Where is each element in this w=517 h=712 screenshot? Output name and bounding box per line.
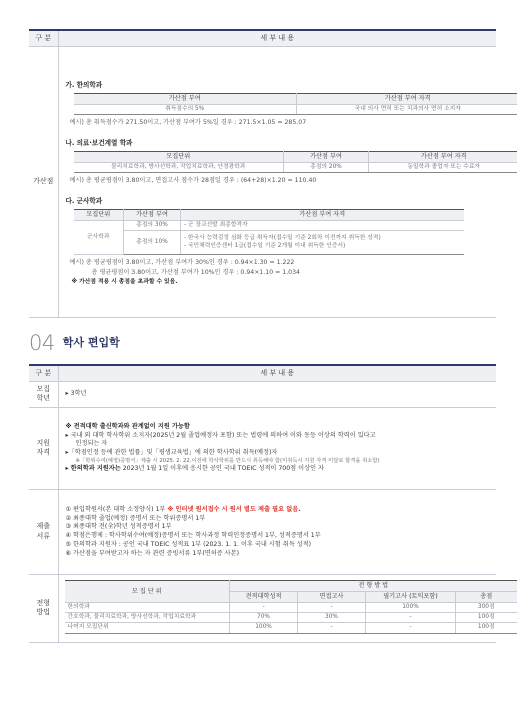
col-unit: 모집단위 [74,152,284,163]
label-line: 제출 [36,522,51,531]
section-title: 학사 편입학 [62,336,120,350]
documents-row [29,489,496,574]
cell-qualification: 동일학과 졸업자 또는 수료자 [369,163,517,173]
col-bonus: 가산점 부여 [284,152,369,163]
method-label [29,574,58,642]
cell-value: 100% [366,602,456,612]
doc-5: ⑤ 한의학과 지원자 : 공인 국내 TOEIC 성적표 1부 (2023. 1. 1. 이후 국내 시험 취득 성적) [65,540,312,548]
col-written: 필기고사 (토익포함) [366,592,456,603]
header-category: 구 분 [29,30,58,46]
bonus-points-table [29,29,496,318]
col-total: 총점 [456,592,517,603]
doc-2: ② 최종대학 졸업(예정) 증명서 또는 학위증명서 1부 [65,514,206,522]
qualification-label [29,407,58,489]
qualification-content [58,407,496,489]
col-group: 전 형 방 법 [230,581,517,592]
col-unit: 모집단위 [74,210,124,221]
table-row [74,220,464,230]
method-content [58,574,496,642]
table-row [65,623,517,633]
cell-bonus: 총점의 10% [124,231,181,255]
military-table [74,209,464,255]
doc-1-red: ※ 인터넷 원서접수 시 원서 별도 제출 필요 없음. [167,505,301,513]
doc-3: ③ 최종대학 전(全)학년 성적증명서 1부 [65,523,172,531]
military-example-1: 예시) 총 평균평점이 3.80이고, 가산점 부여가 30%인 경우 : 0.94×1.30 = 1.222 [69,259,295,267]
qual-line-3 [66,465,490,473]
table-row [74,163,517,173]
method-row [29,574,496,642]
qual-line-3-rest: 2023년 1월 1일 이후에 응시한 공인 국내 TOEIC 성적이 700점 이상인 자 [120,465,324,473]
documents-content [58,489,496,574]
table-header-row [29,365,496,381]
cell-qualification [181,231,464,255]
health-block [66,139,490,185]
col-bonus: 가산점 부여 [124,210,181,221]
label-line: 지원 [36,438,51,447]
col-interview: 면접고사 [298,592,366,603]
cell-bonus: 총점의 20% [284,163,369,173]
qual-line: - 국민체력인증센터 1급(접수일 기준 2개월 이내 취득한 인증서) [184,242,346,249]
oriental-medicine-table [74,93,517,115]
col-qualification: 가산점 부여 자격 [297,94,517,105]
qual-line-2: ▸「학점인정 등에 관한 법률」및「평생교육법」에 의한 학사학위 취득(예정)자 [65,449,278,457]
qual-line: - 한국사 능력검정 심화 등급 취득자(접수일 기준 2회차 이전까지 취득한 성적) [184,235,381,242]
cell-bonus: 총점의 30% [124,220,181,230]
bonus-label: 가산점 [29,46,58,317]
cell-value: - [298,602,366,612]
label-line: 방법 [36,608,51,616]
cell-bonus: 취득점수의 5% [74,105,297,115]
qual-line-3-bold: ▸ 한의학과 지원자는 [65,465,121,473]
cell-value: 100% [230,623,298,633]
qualification-row [29,407,496,489]
col-qualification: 가산점 부여 자격 [369,152,517,163]
col-prev-grades: 전적대학성적 [230,592,298,603]
cell-unit: 간호학과, 물리치료학과, 방사선학과, 작업치료학과 [65,613,230,623]
cell-value: 70% [230,613,298,623]
doc-1-text: ① 편입학원서(본 대학 소정양식) 1부 [65,505,168,513]
cell-unit: 한의학과 [65,602,230,612]
cell-qualification: 국내 의사 면허 또는 치과의사 면허 소지자 [297,105,517,115]
section-heading [29,331,120,355]
table-header-row [29,30,496,46]
table-row [65,613,517,623]
health-example: 예시) 총 평균평점이 3.80이고, 면접고사 점수가 28점일 경우 : (64+28)×1.20 = 110.40 [69,177,317,185]
military-note: ※ 가산점 적용 시 총점을 초과할 수 있음. [71,278,178,285]
military-example-2: 총 평균평점이 3.80이고, 가산점 부여가 10%인 경우 : 0.94×1.10 = 1.034 [91,268,300,276]
cell-value: - [230,602,298,612]
grade-value: ▸ 3학년 [58,381,496,407]
bonus-row [29,46,496,317]
table-row [74,231,464,255]
header-details: 세 부 내 용 [58,30,496,46]
label-line: 서류 [36,531,51,540]
doc-1 [66,506,490,514]
qual-line-1: ▸ 국내 외 대학 학사학위 소지자(2025년 2월 졸업예정자 포함) 또는 법령에 의하여 이와 동등 이상의 학력이 있다고 [65,431,376,439]
cell-unit: 군사학과 [74,220,124,254]
cell-value: 100점 [456,613,517,623]
cell-value: 300점 [456,602,517,612]
cell-value: - [298,623,366,633]
qual-headline: ※ 전적대학 출신학과와 관계없이 지원 가능함 [65,422,190,430]
col-qualification: 가산점 부여 자격 [181,210,464,221]
cell-unit: 나머지 모집단위 [65,623,230,633]
health-title: 나. 의료·보건계열 학과 [65,139,133,148]
section-number: 04 [29,330,55,355]
transfer-table [29,364,496,643]
cell-value: 30% [298,613,366,623]
oriental-medicine-block [66,81,490,127]
doc-6: ⑥ 가산점을 부여받고자 하는 자 관련 증빙서류 1부(면허증 사본) [65,549,239,557]
doc-4: ④ 학점은행제 : 학사학위수여(예정)증명서 또는 학사과정 학력인정증명서 1부, 성적증명서 1부 [65,532,321,539]
label-line: 모집 [36,384,51,393]
documents-label [29,489,58,574]
col-bonus: 가산점 부여 [74,94,297,105]
military-title: 다. 군사학과 [65,196,103,205]
cell-qualification: - 군 장교선발 최종합격자 [181,220,464,230]
oriental-medicine-title: 가. 한의학과 [65,81,103,90]
bonus-content [58,46,496,317]
method-table [65,580,517,633]
label-line: 자격 [36,448,51,456]
qual-line-1b: 인정되는 자 [75,440,108,448]
cell-value: - [366,613,456,623]
health-table [74,151,517,173]
cell-value: - [366,623,456,633]
qual-line-2-note: ※「학위수여(예정)증명서」제출 시 2025. 2. 22.이전에 학사학위를 반드시 취득해야 함(미취득시 지원 자격 미달로 합격을 취소함) [75,457,380,464]
cell-value: 100점 [456,623,517,633]
table-row [65,602,517,612]
cell-unit: 물리치료학과, 방사선학과, 작업치료학과, 안경광학과 [74,163,284,173]
header-details: 세 부 내 용 [58,365,496,381]
header-category: 구 분 [29,365,58,381]
col-unit: 모 집 단 위 [65,581,230,603]
grade-label [29,381,58,407]
oriental-medicine-example: 예시) 총 취득점수가 271.50이고, 가산점 부여가 5%일 경우 : 271.5×1.05 = 285.07 [69,119,307,127]
military-block [66,197,490,286]
label-line: 학년 [36,394,51,402]
grade-row [29,381,496,407]
label-line: 전형 [36,598,51,607]
table-row [74,105,517,115]
